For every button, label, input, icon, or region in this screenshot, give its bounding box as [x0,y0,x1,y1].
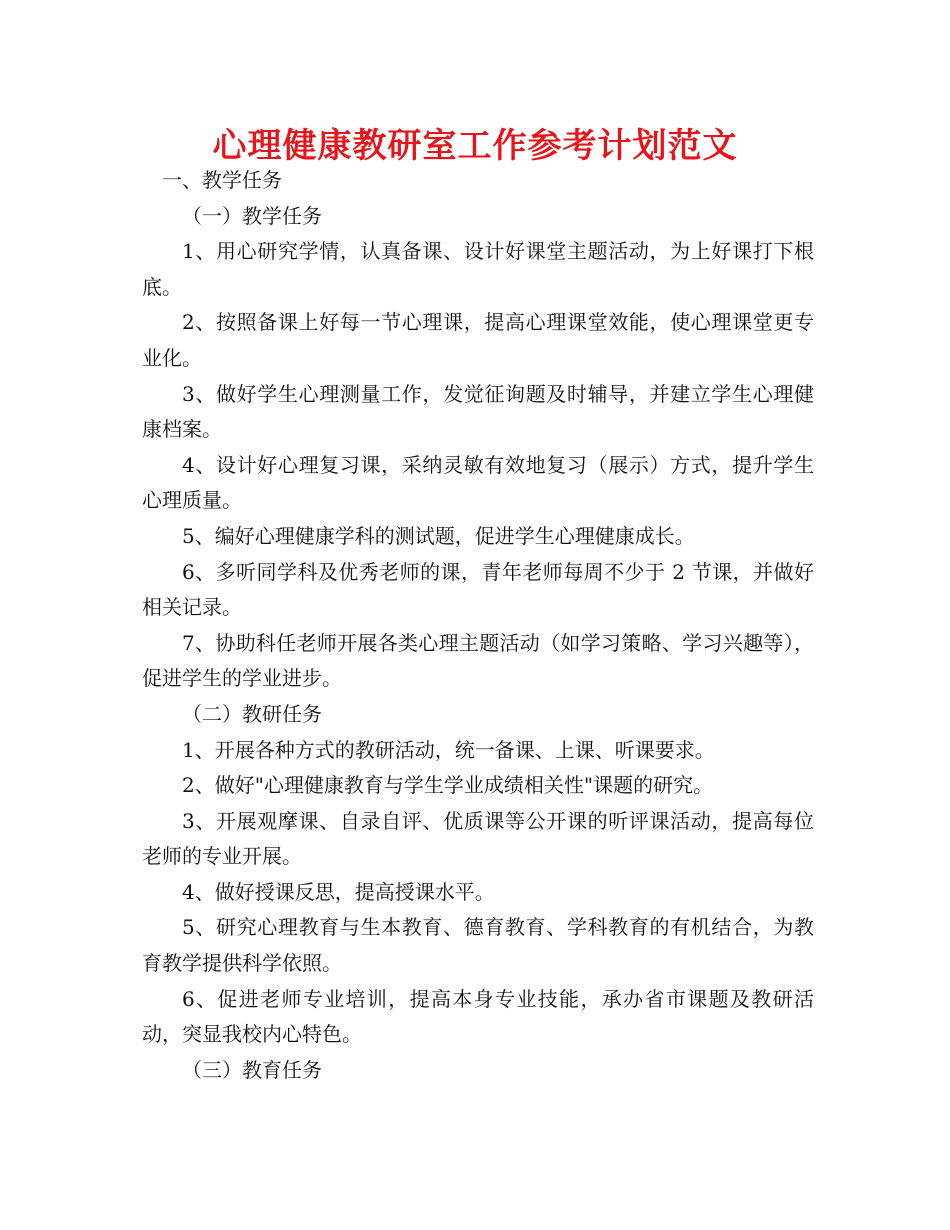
subsection-heading: （二）教研任务 [182,701,322,726]
paragraph: 2、做好"心理健康教育与学生学业成绩相关性"课题的研究。 [182,773,714,798]
paragraph: 5、研究心理教育与生本教育、德育教育、学科教育的有机结合，为教育教学提供科学依照。 [142,915,814,976]
document-title: 心理健康教研室工作参考计划范文 [212,126,738,166]
paragraph: 6、多听同学科及优秀老师的课，青年老师每周不少于 2 节课，并做好相关记录。 [142,559,814,620]
paragraph: 7、协助科任老师开展各类心理主题活动（如学习策略、学习兴趣等），促进学生的学业进步。 [142,630,814,691]
paragraph: 6、促进老师专业培训，提高本身专业技能，承办省市课题及教研活动，突显我校内心特色。 [142,986,814,1047]
paragraph: 3、做好学生心理测量工作，发觉征询题及时辅导，并建立学生心理健康档案。 [142,381,814,442]
subsection-heading: （三）教育任务 [182,1057,322,1082]
paragraph: 1、开展各种方式的教研活动，统一备课、上课、听课要求。 [182,737,715,762]
document-body [142,163,814,1088]
paragraph: 4、设计好心理复习课，采纳灵敏有效地复习（展示）方式，提升学生心理质量。 [142,452,814,513]
paragraph: 1、用心研究学情，认真备课、设计好课堂主题活动，为上好课打下根底。 [142,239,814,299]
subsection-heading: （一）教学任务 [182,203,322,228]
paragraph: 2、按照备课上好每一节心理课，提高心理课堂效能，使心理课堂更专业化。 [142,310,814,370]
paragraph: 5、编好心理健康学科的测试题，促进学生心理健康成长。 [182,523,695,548]
section-heading: 一、教学任务 [162,168,282,192]
paragraph: 3、开展观摩课、自录自评、优质课等公开课的听评课活动，提高每位老师的专业开展。 [142,808,814,869]
paragraph: 4、做好授课反思，提高授课水平。 [182,879,495,904]
